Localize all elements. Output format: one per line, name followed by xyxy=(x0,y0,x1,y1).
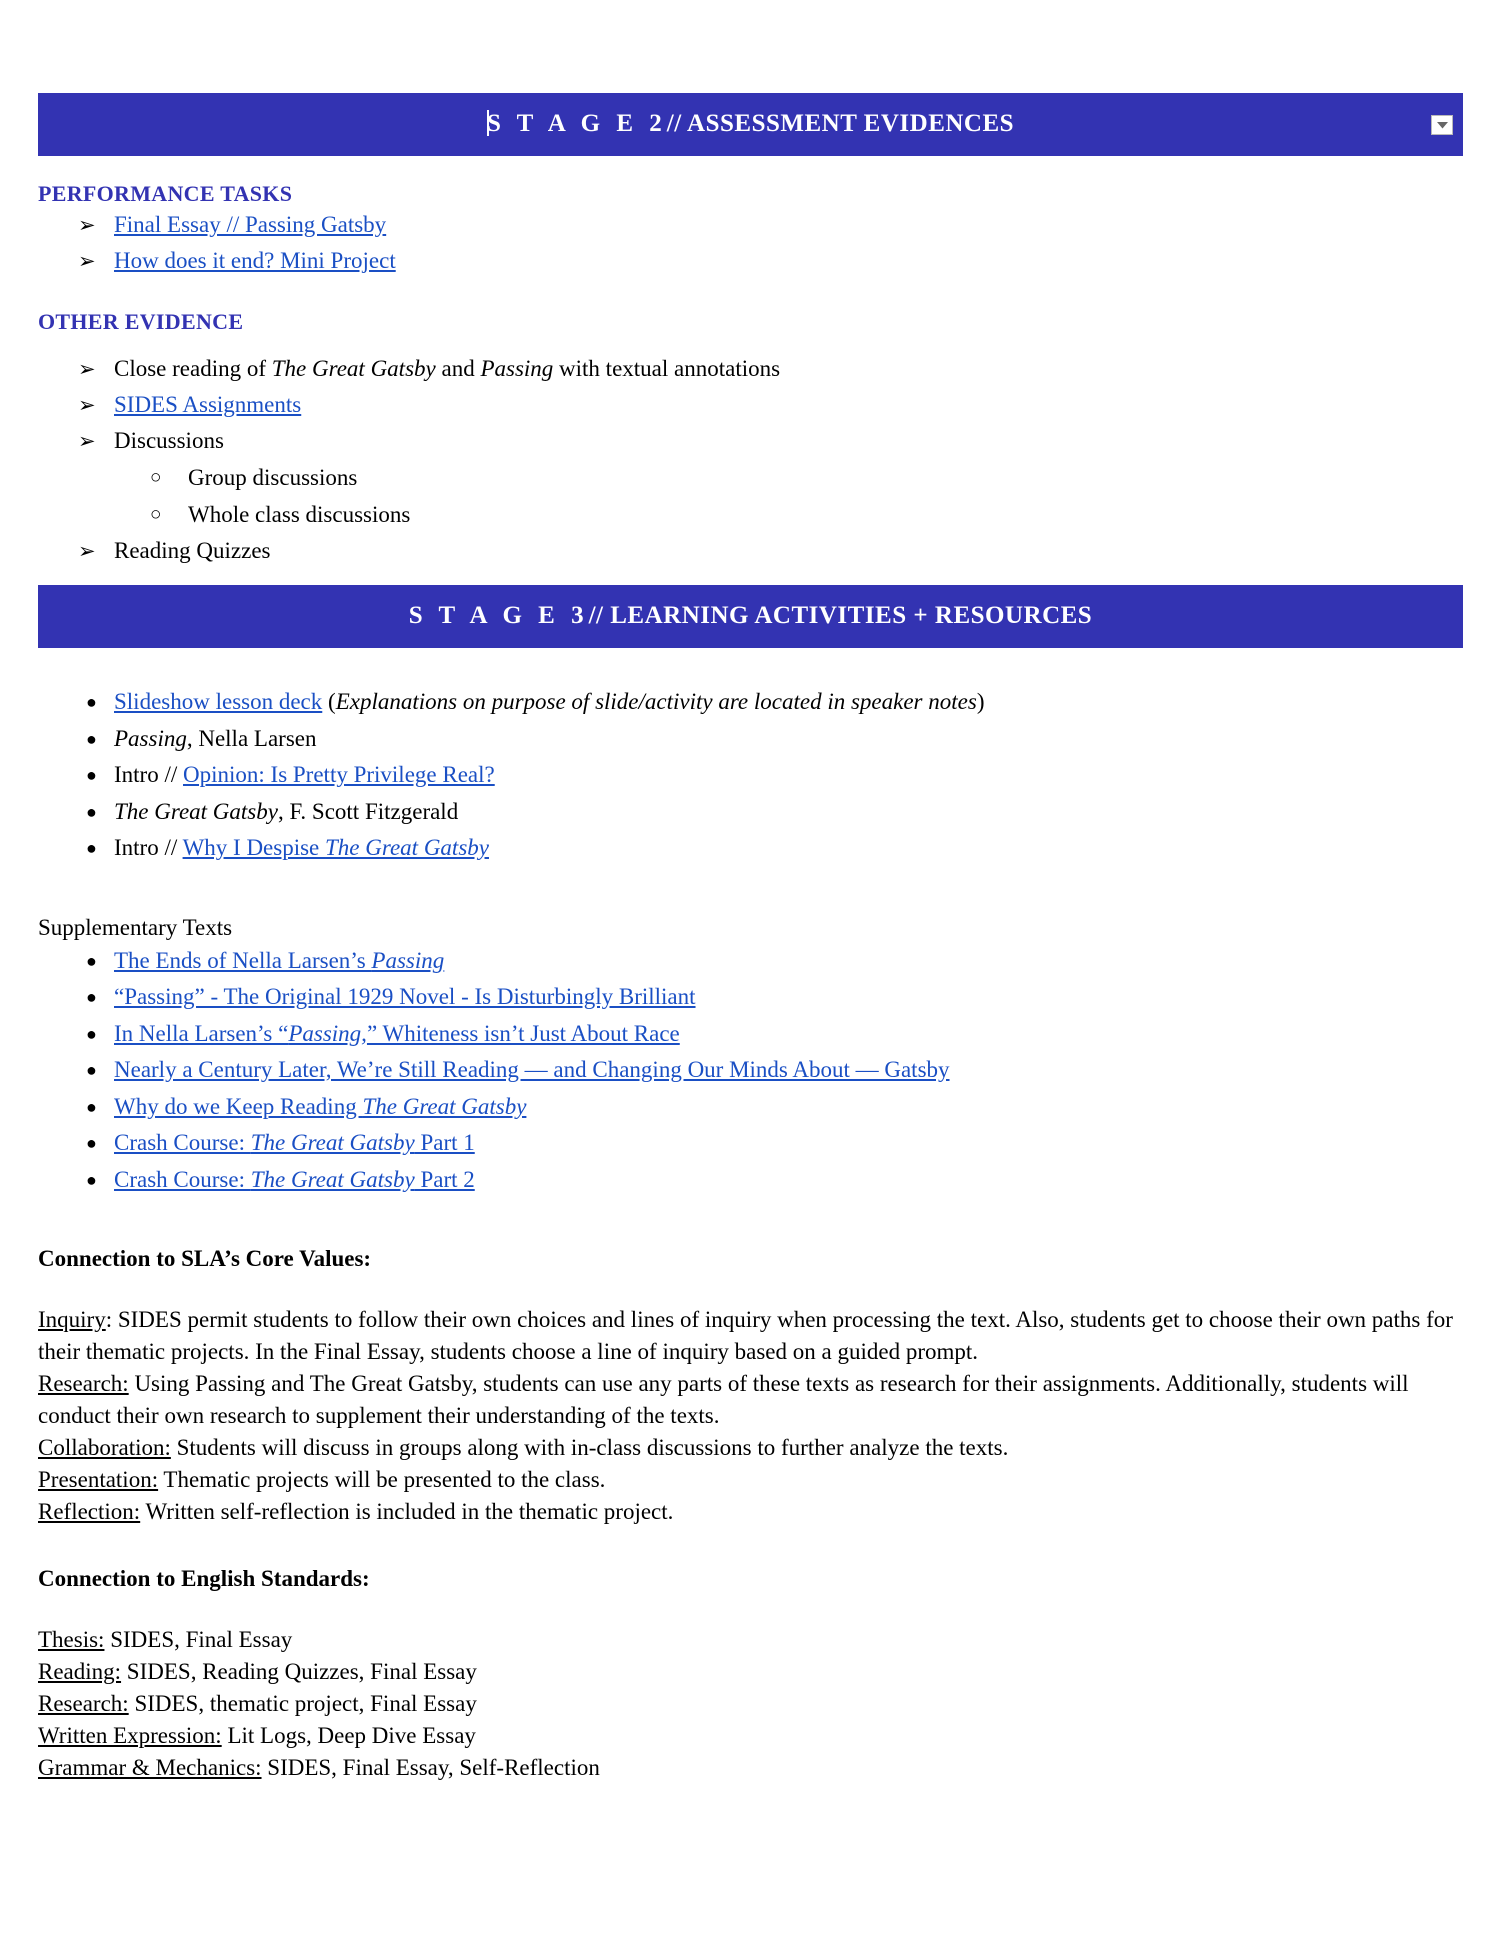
core-value-presentation-label: Presentation: xyxy=(38,1467,159,1492)
link-final-essay[interactable]: Final Essay // Passing Gatsby xyxy=(114,212,387,237)
list-item xyxy=(38,684,1463,721)
slideshow-note-close: ) xyxy=(976,689,985,714)
list-item xyxy=(38,243,1463,279)
passing-author: , Nella Larsen xyxy=(186,725,317,751)
core-value-reflection-label: Reflection: xyxy=(38,1499,141,1524)
list-item xyxy=(38,757,1463,794)
supp-italic: Passing xyxy=(371,947,445,973)
stage-2-banner xyxy=(38,93,1463,156)
standard-research-body: SIDES, thematic project, Final Essay xyxy=(128,1691,477,1716)
arrow-bullet-icon: ➢ xyxy=(78,213,96,237)
dot-bullet-icon: ● xyxy=(86,1060,97,1080)
link-why-do-we-keep-reading[interactable] xyxy=(114,1094,526,1119)
dot-bullet-icon: ● xyxy=(86,950,97,971)
dot-bullet-icon: ● xyxy=(86,1169,97,1190)
standard-research xyxy=(38,1688,1463,1720)
arrow-bullet-icon: ➢ xyxy=(78,393,96,417)
gatsby-title: The Great Gatsby xyxy=(114,798,278,824)
performance-tasks-list xyxy=(38,207,1463,279)
performance-tasks-heading: PERFORMANCE TASKS xyxy=(38,181,293,206)
core-value-research-label: Research: xyxy=(38,1371,129,1396)
core-value-collaboration-body: Students will discuss in groups along with in-class discussions to further analyze the texts. xyxy=(170,1435,1009,1460)
standard-written-expression xyxy=(38,1720,1463,1752)
supp-pre: Nearly a Century Later, We’re Still Reading — and Changing Our Minds About — Gatsby xyxy=(114,1057,950,1082)
standards-heading: Connection to English Standards: xyxy=(38,1566,370,1591)
list-item xyxy=(38,721,1463,758)
arrow-bullet-icon: ➢ xyxy=(78,249,96,273)
link-why-i-despise-italic: The Great Gatsby xyxy=(325,835,489,860)
link-why-i-despise-text: Why I Despise xyxy=(182,835,326,860)
passing-title: Passing xyxy=(114,725,187,751)
stage-2-label: S T A G E 2 xyxy=(486,110,667,137)
stage-3-banner xyxy=(38,585,1463,648)
link-crash-course-part-2[interactable] xyxy=(114,1167,475,1192)
list-item xyxy=(38,794,1463,831)
dot-bullet-icon: ● xyxy=(86,728,97,749)
list-item xyxy=(38,459,1463,496)
list-item xyxy=(38,423,1463,459)
standard-grammar-label: Grammar & Mechanics: xyxy=(38,1755,262,1780)
supp-pre: Crash Course: xyxy=(114,1166,251,1192)
list-item xyxy=(38,351,1463,387)
chevron-down-icon[interactable] xyxy=(1431,115,1453,135)
intro-prefix-1: Intro // xyxy=(114,762,183,787)
core-value-collaboration-label: Collaboration: xyxy=(38,1435,171,1460)
intro-prefix-2: Intro // xyxy=(114,835,183,860)
list-item xyxy=(38,1016,1463,1053)
supp-pre: The Ends of Nella Larsen’s xyxy=(114,947,372,973)
arrow-bullet-icon: ➢ xyxy=(78,429,96,453)
other-evidence-heading: OTHER EVIDENCE xyxy=(38,309,244,334)
arrow-bullet-icon: ➢ xyxy=(78,539,96,563)
list-item xyxy=(38,830,1463,867)
core-value-research-body: Using Passing and The Great Gatsby, students can use any parts of these texts as research for their assignments. Additionally, students will conduct their own research to supplement their understanding of the texts. xyxy=(38,1371,1409,1428)
standard-reading-label: Reading: xyxy=(38,1659,122,1684)
dot-bullet-icon: ● xyxy=(86,987,97,1007)
standard-grammar-mechanics xyxy=(38,1752,1463,1784)
standard-written-expression-body: Lit Logs, Deep Dive Essay xyxy=(221,1723,476,1748)
slideshow-note-italic: Explanations on purpose of slide/activity are located in speaker notes xyxy=(335,689,977,714)
standard-grammar-body: SIDES, Final Essay, Self-Reflection xyxy=(261,1755,600,1780)
list-item xyxy=(38,387,1463,423)
link-nearly-a-century-later[interactable] xyxy=(114,1057,950,1082)
core-value-reflection xyxy=(38,1496,1463,1528)
dot-bullet-icon: ● xyxy=(86,838,97,858)
core-value-inquiry xyxy=(38,1304,1463,1368)
core-value-collaboration xyxy=(38,1432,1463,1464)
reading-quizzes-label: Reading Quizzes xyxy=(114,538,271,563)
slideshow-note-open: ( xyxy=(322,689,336,714)
standard-reading-body: SIDES, Reading Quizzes, Final Essay xyxy=(121,1659,477,1684)
link-mini-project[interactable]: How does it end? Mini Project xyxy=(114,248,396,273)
stage-2-title: // ASSESSMENT EVIDENCES xyxy=(666,110,1015,137)
close-reading-italic-1: The Great Gatsby xyxy=(271,356,436,381)
list-item xyxy=(38,1052,1463,1089)
core-values-heading: Connection to SLA’s Core Values: xyxy=(38,1246,372,1271)
link-pretty-privilege[interactable]: Opinion: Is Pretty Privilege Real? xyxy=(183,762,495,787)
link-sides-assignments[interactable]: SIDES Assignments xyxy=(114,392,302,417)
link-ends-of-nella-larsens-passing[interactable] xyxy=(114,948,444,973)
core-value-inquiry-body: : SIDES permit students to follow their own choices and lines of inquiry when processing the text. Also, students get to choose their own paths for their thematic projects. In the Final Essay, students choose a line of inquiry based on a guided prompt. xyxy=(38,1307,1453,1364)
discussions-label: Discussions xyxy=(114,428,224,453)
stage-3-label: S T A G E 3 xyxy=(408,602,589,629)
group-discussions-label: Group discussions xyxy=(188,465,358,490)
link-passing-original-1929-novel[interactable] xyxy=(114,984,696,1009)
standard-written-expression-label: Written Expression: xyxy=(38,1723,222,1748)
standard-thesis xyxy=(38,1624,1463,1656)
close-reading-italic-2: Passing xyxy=(480,356,554,381)
link-whiteness-isnt-just-about-race[interactable] xyxy=(114,1021,680,1046)
close-reading-mid: and xyxy=(435,356,481,381)
other-evidence-list xyxy=(38,351,1463,459)
circle-bullet-icon: ○ xyxy=(150,504,162,525)
dot-bullet-icon: ● xyxy=(86,1133,97,1153)
supp-italic: The Great Gatsby xyxy=(250,1130,415,1155)
whole-class-discussions-label: Whole class discussions xyxy=(188,502,411,527)
core-value-reflection-body: Written self-reflection is included in the thematic project. xyxy=(140,1499,674,1524)
close-reading-suffix: with textual annotations xyxy=(553,356,781,381)
list-item xyxy=(38,943,1463,980)
standard-thesis-label: Thesis: xyxy=(38,1627,105,1652)
list-item xyxy=(38,1125,1463,1162)
dot-bullet-icon: ● xyxy=(86,801,97,822)
discussions-sublist xyxy=(38,459,1463,533)
list-item xyxy=(38,207,1463,243)
supp-pre: In Nella Larsen’s “ xyxy=(114,1020,289,1046)
close-reading-prefix: Close reading of xyxy=(114,356,272,381)
supp-post: Part 2 xyxy=(414,1166,475,1192)
list-item xyxy=(38,496,1463,533)
resources-list xyxy=(38,684,1463,867)
standard-thesis-body: SIDES, Final Essay xyxy=(104,1627,293,1652)
supp-post: ” Whiteness isn’t Just About Race xyxy=(366,1020,680,1046)
supp-italic: The Great Gatsby xyxy=(362,1093,527,1119)
link-crash-course-part-1[interactable] xyxy=(114,1130,475,1155)
list-item xyxy=(38,533,1463,569)
stage-3-title: // LEARNING ACTIVITIES + RESOURCES xyxy=(588,602,1093,629)
supplementary-texts-label: Supplementary Texts xyxy=(38,914,233,940)
document-content xyxy=(38,0,1463,1784)
supp-post: Part 1 xyxy=(414,1130,475,1155)
standard-reading xyxy=(38,1656,1463,1688)
core-value-inquiry-label: Inquiry xyxy=(38,1307,106,1332)
supp-pre: Crash Course: xyxy=(114,1130,251,1155)
core-value-research xyxy=(38,1368,1463,1432)
dot-bullet-icon: ● xyxy=(86,1023,97,1044)
core-value-presentation xyxy=(38,1464,1463,1496)
supplementary-texts-list xyxy=(38,943,1463,1199)
supp-pre: “Passing” - The Original 1929 Novel - Is Disturbingly Brilliant xyxy=(114,984,696,1009)
supp-italic: The Great Gatsby xyxy=(250,1166,415,1192)
supp-italic: Passing, xyxy=(288,1020,367,1046)
list-item xyxy=(38,979,1463,1016)
gatsby-author: , F. Scott Fitzgerald xyxy=(277,798,459,824)
list-item xyxy=(38,1162,1463,1199)
dot-bullet-icon: ● xyxy=(86,1096,97,1117)
arrow-bullet-icon: ➢ xyxy=(78,357,96,381)
chevron-down-glyph xyxy=(1437,121,1448,129)
core-value-presentation-body: Thematic projects will be presented to the class. xyxy=(158,1467,606,1492)
standard-research-label: Research: xyxy=(38,1691,129,1716)
link-slideshow-lesson-deck[interactable]: Slideshow lesson deck xyxy=(114,689,323,714)
supp-pre: Why do we Keep Reading xyxy=(114,1093,363,1119)
other-evidence-list-tail xyxy=(38,533,1463,569)
dot-bullet-icon: ● xyxy=(86,765,97,785)
list-item xyxy=(38,1089,1463,1126)
link-why-i-despise[interactable] xyxy=(183,835,489,860)
dot-bullet-icon: ● xyxy=(86,692,97,712)
circle-bullet-icon: ○ xyxy=(150,467,162,488)
